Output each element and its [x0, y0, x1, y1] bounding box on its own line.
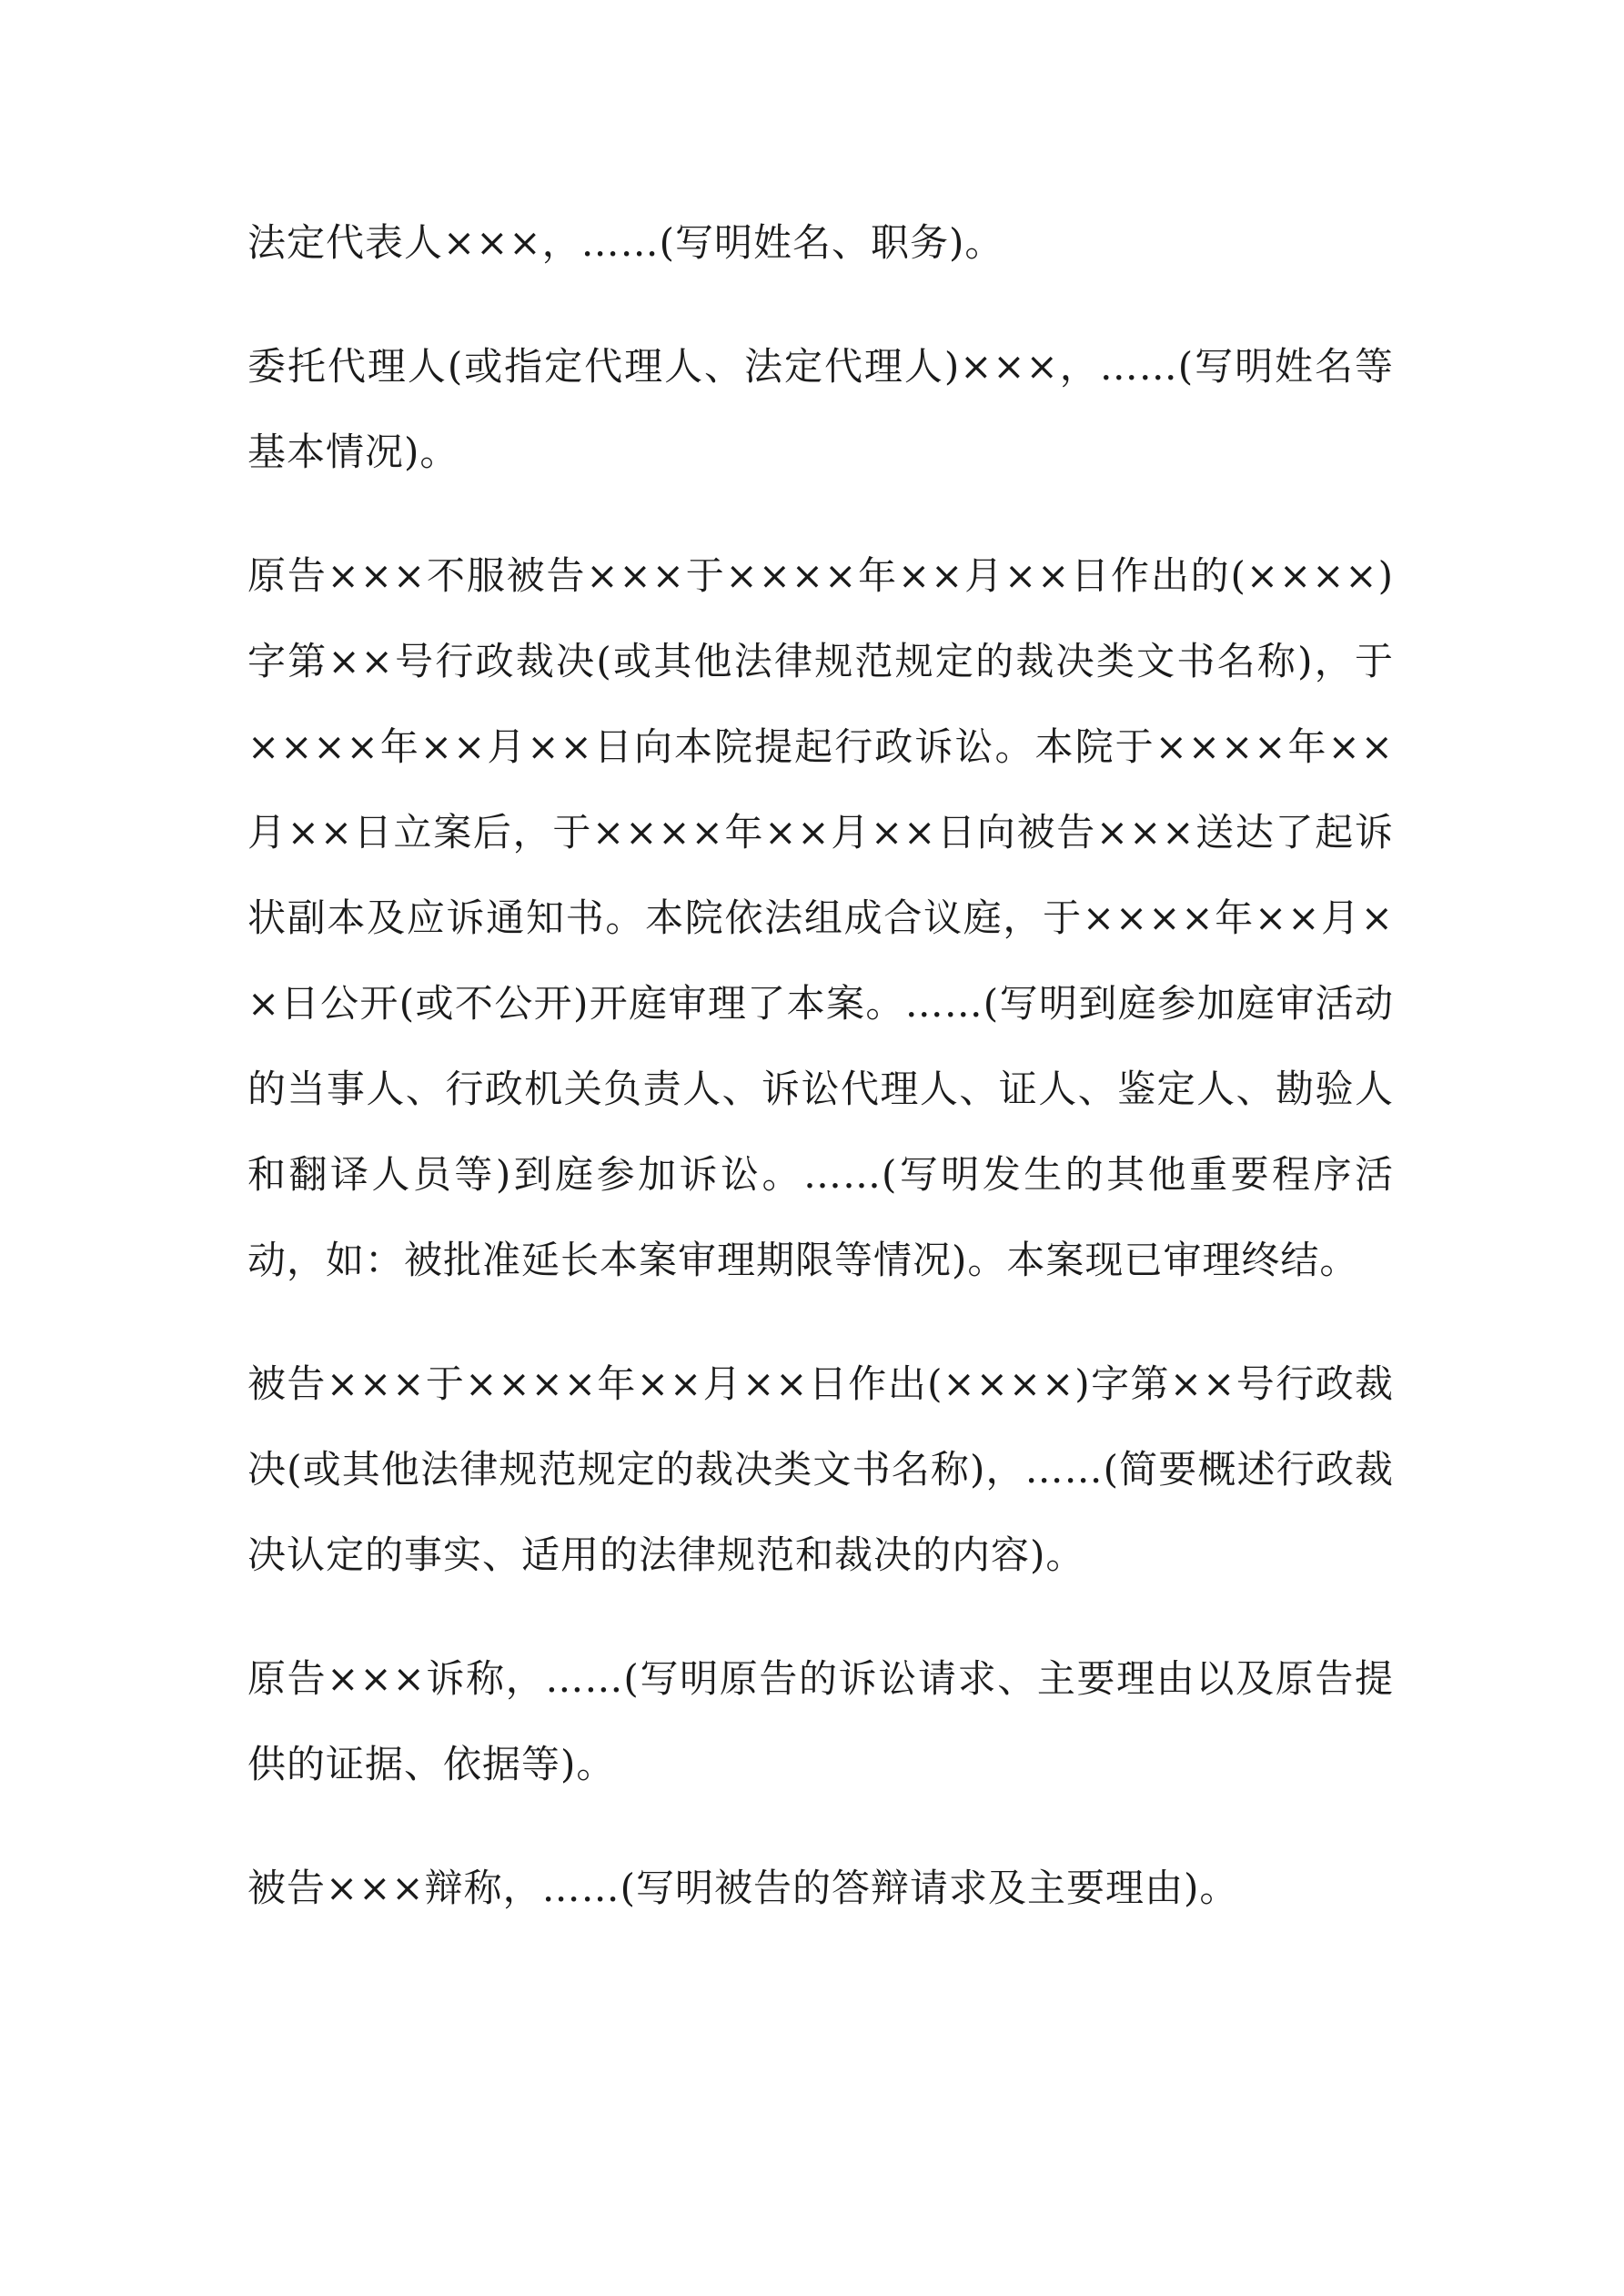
paragraph-legal-representative: 法定代表人×××，……(写明姓名、职务)。: [247, 220, 1004, 265]
document-body: [247, 200, 1394, 1969]
paragraph-defendant-defense: 被告×××辩称，……(写明被告的答辩请求及主要理由)。: [247, 1866, 1239, 1910]
paragraph-ruling-summary: 被告×××于××××年××月××日作出(××××)字第××号行政裁决(或其他法律规范规定的裁决类文书名称)，……(简要概述行政裁决认定的事实、适用的法律规范和裁决的内容)。: [247, 1361, 1394, 1577]
paragraph-plaintiff-claim: 原告×××诉称，……(写明原告的诉讼请求、主要理由以及原告提供的证据、依据等)。: [247, 1656, 1394, 1786]
paragraph-agent: 委托代理人(或指定代理人、法定代理人)×××，……(写明姓名等基本情况)。: [247, 344, 1394, 474]
paragraph-procedure: 原告×××不服被告×××于××××年××月××日作出的(××××)字第××号行政裁决(或其他法律规范规定的裁决类文书名称)，于××××年××月××日向本院提起行政诉讼。本院于××××年××月××日立案后，于××××年××月××日向被告×××送达了起诉状副本及应诉通知书。本院依法组成合议庭，于××××年××月××日公开(或不公开)开庭审理了本案。……(写明到庭参加庭审活动的当事人、行政机关负责人、诉讼代理人、证人、鉴定人、勘验人和翻译人员等)到庭参加诉讼。……(写明发生的其他重要程序活动，如：被批准延长本案审理期限等情况)。本案现已审理终结。: [247, 553, 1394, 1282]
